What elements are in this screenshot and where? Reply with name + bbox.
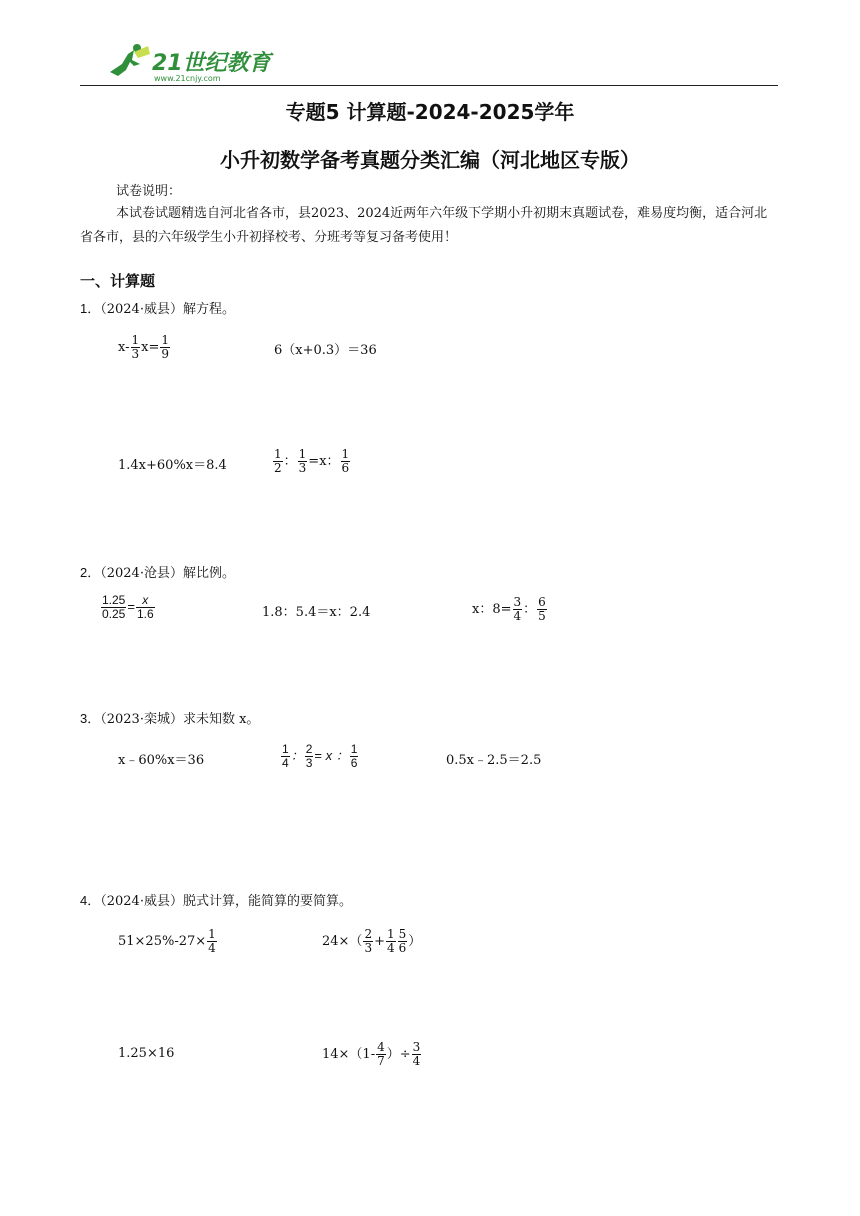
section-heading: 一、计算题 [80, 272, 156, 290]
question-2: 2．（2024·沧县）解比例。 [80, 565, 235, 581]
q2-equation-b: 1.8：5.4＝x：2.4 [262, 605, 371, 620]
q2-equation-a: $\frac{1.25}{0.25}$ = $\frac{x}{1.6}$ [102, 593, 154, 621]
q1-equation-b: 6（x+0.3）＝36 [274, 343, 377, 358]
q3-equation-b: $\frac{1}{4}$ ： $\frac{2}{3}$ = x ： $\frac{1}{6}$ [282, 742, 358, 770]
q3-equation-a: x﹣60%x＝36 [118, 753, 205, 768]
q3-equation-c: 0.5x﹣2.5＝2.5 [446, 753, 542, 768]
header-rule [80, 85, 778, 86]
q4-expression-b: 24×（ $\frac{2}{3}$ + $\frac{1}{4}$ $\frac{5}{6}$ ） [322, 927, 422, 955]
question-4: 4．（2024·威县）脱式计算，能简算的要简算。 [80, 893, 352, 909]
logo-url: www.21cnjy.com [154, 74, 221, 83]
q4-expression-c: 1.25×16 [118, 1046, 175, 1061]
q4-expression-a: 51×25%-27× $\frac{1}{4}$ [118, 927, 216, 955]
q4-expression-d: 14×（1- $\frac{4}{7}$ ）÷ $\frac{3}{4}$ [322, 1040, 421, 1068]
page-title-line2: 小升初数学备考真题分类汇编（河北地区专版） [220, 148, 640, 172]
page-title-line1: 专题5 计算题-2024-2025学年 [285, 100, 575, 124]
logo-text: 21世纪教育 [152, 51, 271, 76]
question-3: 3．（2023·栾城）求未知数 x。 [80, 711, 260, 727]
q2-equation-c: x：8= $\frac{3}{4}$ ： $\frac{6}{5}$ [472, 595, 546, 623]
question-1: 1．（2024·威县）解方程。 [80, 301, 235, 317]
q1-equation-a: x- $\frac{1}{3}$ x= $\frac{1}{9}$ [118, 333, 170, 361]
runner-icon [110, 44, 150, 76]
intro-label: 试卷说明： [116, 184, 182, 199]
logo [104, 42, 274, 84]
intro-body: 本试卷试题精选自河北省各市，县2023、2024近两年六年级下学期小升初期末真题试卷，难易度均衡，适合河北省各市，县的六年级学生小升初择校考、分班考等复习备考使用！ [80, 206, 768, 245]
q1-equation-d: $\frac{1}{2}$ ： $\frac{1}{3}$ =x： $\frac{1}{6}$ [274, 447, 350, 475]
q1-equation-c: 1.4x+60%x＝8.4 [118, 458, 227, 473]
